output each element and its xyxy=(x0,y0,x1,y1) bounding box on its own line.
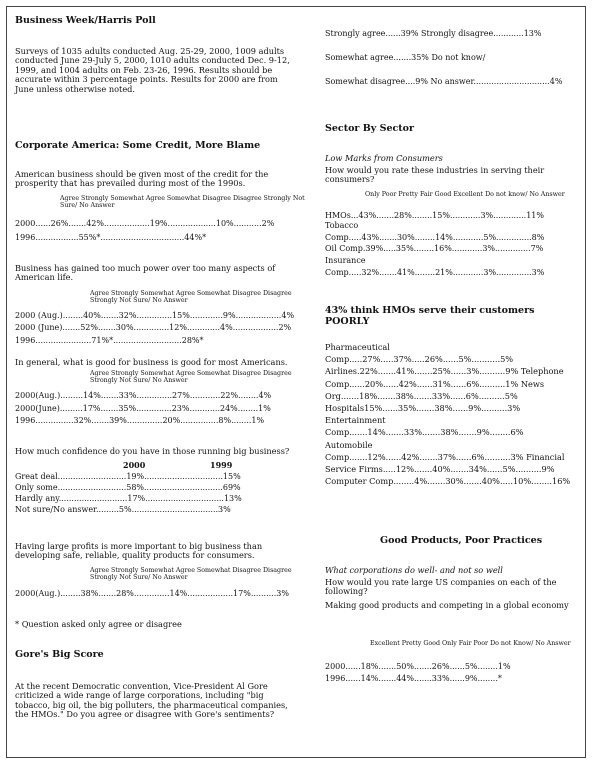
intro-text: Surveys of 1035 adults conducted Aug. 25-29, 2000, 1009 adults conducted June 29-July 5, 2000, 1010 adults conducted Dec. 9-12, 1999, and 1004 adults on Feb. 23-26, 1996. Results should be accurate within 3 percentage points. Results for 2000 are from June unless otherwise noted. xyxy=(15,46,290,94)
q2-row-3: 1996......................71%*...........................28%* xyxy=(15,336,204,345)
insurance-label: Insurance xyxy=(325,256,366,265)
hmo-heading: 43% think HMOs serve their customers POORLY xyxy=(325,305,535,327)
well-question: How would you rate large US companies on each of the following? xyxy=(325,577,557,597)
oil-row: Oil Comp.39%.....35%........16%............3%..............7% xyxy=(325,244,544,253)
q1-row-2000: 2000......26%.......42%..................19%...................10%...........2% xyxy=(15,219,275,228)
good-products-heading: Good Products, Poor Practices xyxy=(380,535,543,546)
title: Business Week/Harris Poll xyxy=(15,15,156,26)
sector-heading: Sector By Sector xyxy=(325,123,415,134)
gore-text: At the recent Democratic convention, Vice-President Al Gore criticized a wide range of large corporations, including "big tobacco, big oil, the big polluters, the pharmaceutical companies, the HMOs." Do you agree or disagree with Gore's sentiments? xyxy=(15,681,288,720)
q3-row-2: 2000(June).........17%.......35%..............23%............24%........1% xyxy=(15,404,271,413)
q2-header: Agree Strongly Somewhat Agree Somewhat Disagree Disagree Strongly Not Sure/ No Answer xyxy=(90,290,292,305)
q2-row-1: 2000 (Aug.)........40%.......32%..............15%.............9%..................4% xyxy=(15,311,295,320)
swa-row: Somewhat agree.......35% Do not know/ xyxy=(325,53,486,62)
well-heading: What corporations do well- and not so well xyxy=(325,565,503,575)
question-3: In general, what is good for business is good for most Americans. xyxy=(15,357,288,367)
making-row-1996: 1996......14%.......44%.......33%......9%........* xyxy=(325,674,502,683)
low-marks: Low Marks from Consumers xyxy=(325,153,443,163)
q2-row-2: 2000 (June).......52%.......30%..............12%.............4%..................2% xyxy=(15,323,292,332)
tobacco-label: Tobacco xyxy=(325,221,359,230)
q3-row-3: 1996...............32%.......39%..............20%...............8%........1% xyxy=(15,416,265,425)
q4-year-2000: 2000 xyxy=(123,460,146,470)
sector-question: How would you rate these industries in serving their consumers? xyxy=(325,165,545,185)
gore-heading: Gore's Big Score xyxy=(15,649,104,660)
q4-year-1999: 1999 xyxy=(210,460,233,470)
q5-row-1: 2000(Aug.)........38%.......28%..............14%..................17%..........3% xyxy=(15,589,289,598)
q4-row-3: Hardly any...........................17%...............................13% xyxy=(15,494,242,503)
making-header: Excellent Pretty Good Only Fair Poor Do not Know/ No Answer xyxy=(370,640,571,647)
q1-header: Agree Strongly Somewhat Agree Somewhat Disagree Disagree Strongly Not Sure/ No Answer xyxy=(60,195,305,210)
question-2: Business has gained too much power over too many aspects of American life. xyxy=(15,263,276,283)
q3-row-1: 2000(Aug.).........14%.......33%..............27%............22%........4% xyxy=(15,391,272,400)
question-4: How much confidence do you have in those running big business? xyxy=(15,446,290,456)
q1-row-1996: 1996.................55%*.................................44%* xyxy=(15,233,207,242)
section-heading: Corporate America: Some Credit, More Blame xyxy=(15,140,261,151)
question-5: Having large profits is more important to big business than developing safe, reliable, quality products for consumers. xyxy=(15,541,263,561)
q4-row-1: Great deal...........................19%...............................15% xyxy=(15,472,241,481)
q3-header: Agree Strongly Somewhat Agree Somewhat Disagree Disagree Strongly Not Sure/ No Answer xyxy=(90,370,292,385)
insurance-row: Comp.....32%.......41%........21%............3%..............3% xyxy=(325,268,545,277)
tobacco-row: Comp.....43%.......30%........14%............5%..............8% xyxy=(325,233,545,242)
sa-row: Strongly agree......39% Strongly disagree............13% xyxy=(325,29,542,38)
making-row-2000: 2000......18%.......50%.......26%......5%........1% xyxy=(325,662,511,671)
footnote: * Question asked only agree or disagree xyxy=(15,619,182,629)
q4-row-2: Only some...........................58%...............................69% xyxy=(15,483,241,492)
hmo-row: HMOs...43%.......28%........15%............3%.............11% xyxy=(325,211,544,220)
question-1: American business should be given most of the credit for the prosperity that has prevailed during most of the 1990s. xyxy=(15,169,269,189)
swd-row: Somewhat disagree....9% No answer..............................4% xyxy=(325,77,563,86)
making-question: Making good products and competing in a global economy xyxy=(325,600,569,610)
sector-header: Only Poor Pretty Fair Good Excellent Do not know/ No Answer xyxy=(365,191,565,198)
q5-header: Agree Strongly Somewhat Agree Somewhat Disagree Disagree Strongly Not Sure/ No Answer xyxy=(90,567,292,582)
sector-list: Pharmaceutical Comp.....27%.....37%.....26%......5%...........5% Airlines.22%.......41%.......25%......3%..........9% Telephone Comp......20%......42%......31%......6%..........1% News Org.......18%.......38%.......33%......6%..........5% Hospitals15%......35%.......38%......9%..........3% Entertainment Comp.......14%.......33%.......38%.......9%........6% Automobile Comp.......12%......42%.......37%......6%..........3% Financial Service Firms.....12%.......40%.......34%......5%..........9% Computer Comp........4%.......30%.......40%.....10%........16% xyxy=(325,342,571,487)
q4-row-4: Not sure/No answer.........5%..................................3% xyxy=(15,505,231,514)
